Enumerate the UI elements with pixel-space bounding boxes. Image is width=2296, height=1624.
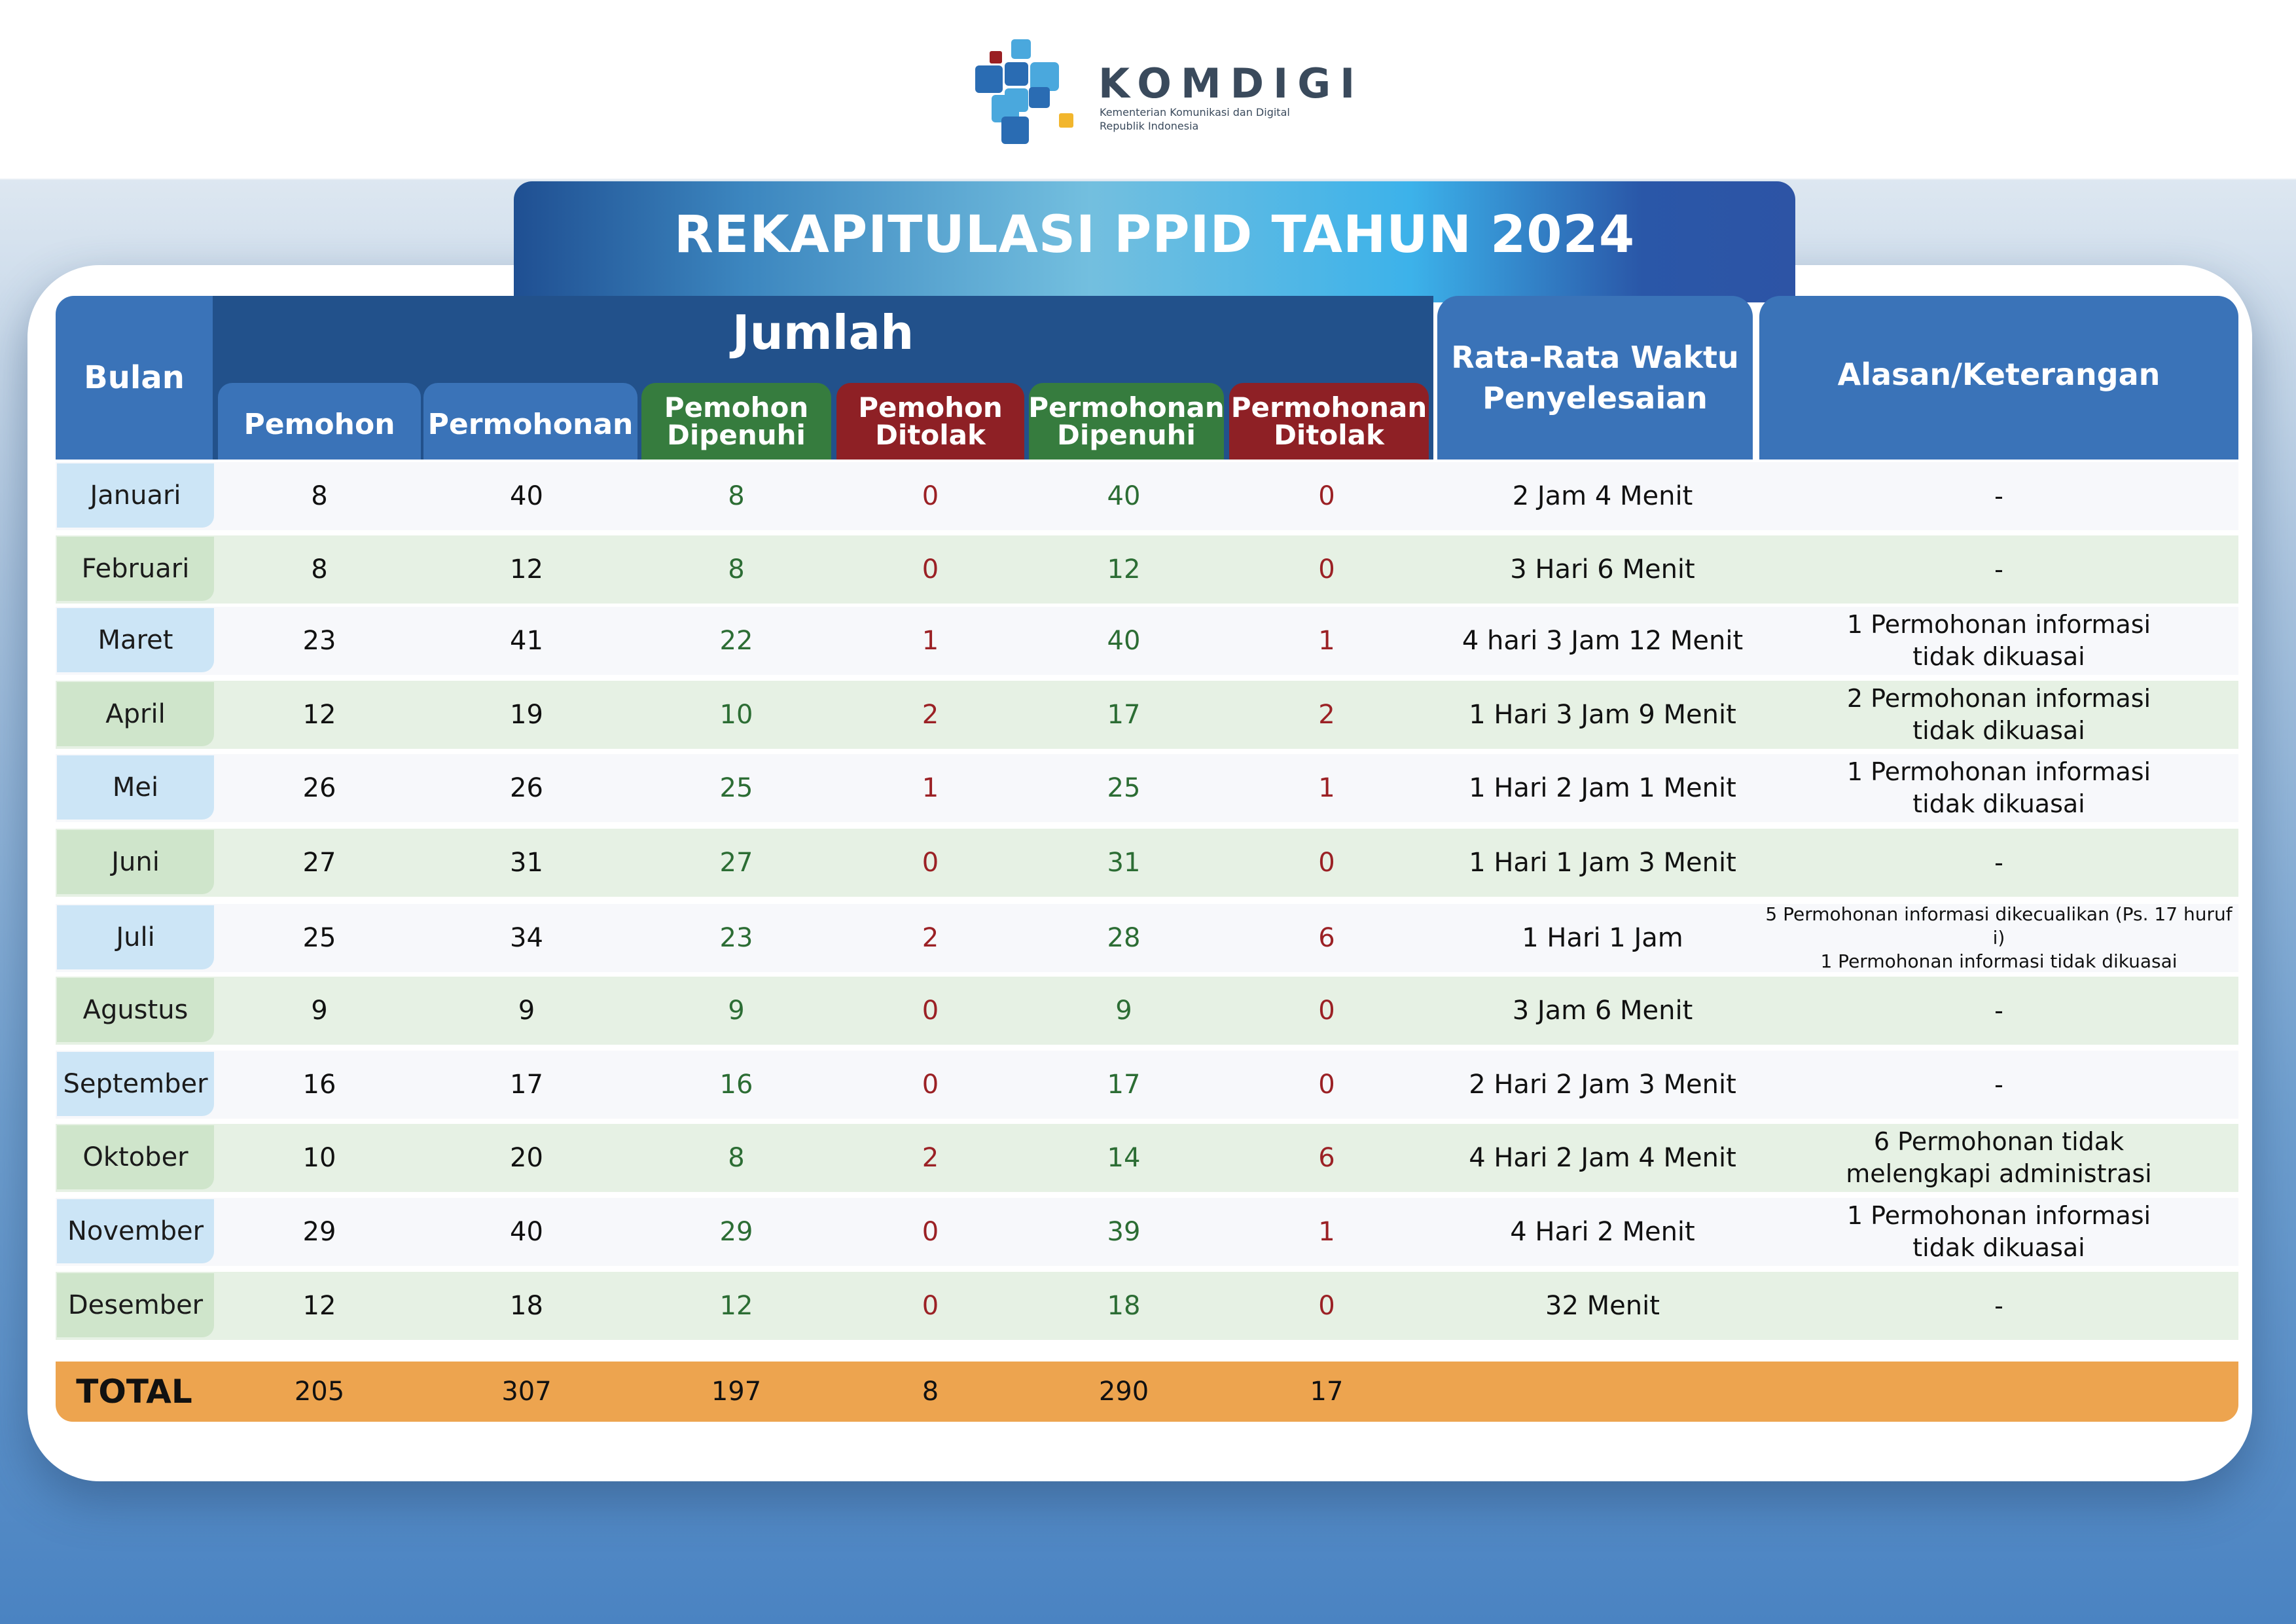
cell-permohonan: 41	[510, 626, 543, 656]
header-pemohon-ditolak	[836, 383, 1024, 460]
cell-permohonan: 19	[510, 700, 543, 730]
cell-permohonan: 26	[510, 773, 543, 803]
cell-pemohon: 12	[302, 1291, 336, 1321]
header-bulan-label: Bulan	[84, 359, 185, 396]
header-rata-rata-waktu	[1437, 296, 1753, 460]
alasan-line: -	[1994, 481, 2003, 511]
cell-permohonan: 18	[510, 1291, 543, 1321]
month-cell: Juni	[57, 830, 214, 894]
header-permohonan	[423, 383, 637, 460]
cell-pemohon: 25	[302, 923, 336, 953]
header-pemohon	[218, 383, 421, 460]
cell-permohonan-ditolak: 2	[1318, 700, 1335, 730]
month-cell: Mei	[57, 755, 214, 820]
cell-pemohon: 27	[302, 848, 336, 878]
cell-permohonan-dipenuhi: 14	[1107, 1143, 1141, 1173]
cell-pemohon-dipenuhi: 8	[728, 554, 745, 585]
header-permohonan-ditolak-line: Ditolak	[1274, 418, 1384, 451]
cell-permohonan: 40	[510, 1217, 543, 1247]
header-alasan-label: Alasan/Keterangan	[1837, 357, 2161, 392]
header-rata-rata-line: Rata-Rata Waktu	[1451, 340, 1739, 375]
total-pemohon-ditolak: 8	[922, 1377, 939, 1407]
cell-permohonan-ditolak: 0	[1318, 1291, 1335, 1321]
cell-permohonan-dipenuhi: 9	[1115, 996, 1132, 1026]
cell-pemohon-dipenuhi: 8	[728, 481, 745, 511]
alasan-line: 6 Permohonan tidak	[1873, 1127, 2125, 1156]
title-banner	[514, 181, 1795, 302]
alasan-line: 1 Permohonan informasi	[1846, 757, 2151, 786]
header-pemohon-ditolak-line: Ditolak	[875, 418, 986, 451]
cell-pemohon-ditolak: 0	[922, 1070, 939, 1100]
cell-waktu: 32 Menit	[1545, 1291, 1660, 1321]
cell-permohonan-dipenuhi: 31	[1107, 848, 1141, 878]
header-permohonan-ditolak	[1229, 383, 1429, 460]
cell-alasan	[1759, 535, 2238, 604]
cell-permohonan-ditolak: 1	[1318, 1217, 1335, 1247]
cell-pemohon: 8	[311, 481, 328, 511]
cell-waktu: 4 Hari 2 Menit	[1510, 1217, 1695, 1247]
header-pemohon-ditolak-line: Pemohon	[858, 391, 1003, 424]
cell-permohonan: 17	[510, 1070, 543, 1100]
month-cell: Oktober	[57, 1125, 214, 1189]
cell-permohonan: 9	[518, 996, 535, 1026]
header-permohonan-ditolak-line: Permohonan	[1230, 391, 1427, 424]
cell-permohonan: 12	[510, 554, 543, 585]
cell-pemohon-ditolak: 0	[922, 1291, 939, 1321]
header-pemohon-dipenuhi-line: Pemohon	[664, 391, 809, 424]
cell-pemohon: 29	[302, 1217, 336, 1247]
cell-permohonan-ditolak: 6	[1318, 923, 1335, 953]
cell-pemohon-dipenuhi: 25	[719, 773, 753, 803]
alasan-line: -	[1994, 996, 2003, 1025]
cell-pemohon: 12	[302, 700, 336, 730]
alasan-line: 5 Permohonan informasi dikecualikan (Ps. 17 huruf i)	[1765, 903, 2233, 948]
cell-pemohon-dipenuhi: 9	[728, 996, 745, 1026]
logo-mark-icon	[975, 36, 1093, 151]
month-cell: Juli	[57, 905, 214, 969]
cell-permohonan-dipenuhi: 40	[1107, 626, 1141, 656]
header-rata-rata-line: Penyelesaian	[1482, 380, 1708, 416]
total-permohonan: 307	[501, 1377, 552, 1407]
header-alasan	[1759, 296, 2238, 460]
cell-permohonan-ditolak: 1	[1318, 626, 1335, 656]
month-cell: September	[57, 1052, 214, 1116]
cell-waktu: 2 Hari 2 Jam 3 Menit	[1469, 1070, 1736, 1100]
month-cell: Maret	[57, 608, 214, 672]
header-permohonan-label: Permohonan	[427, 408, 634, 441]
alasan-line: -	[1994, 848, 2003, 877]
cell-waktu: 3 Jam 6 Menit	[1512, 996, 1693, 1026]
cell-alasan	[1759, 462, 2238, 530]
total-pemohon: 205	[294, 1377, 345, 1407]
month-cell: Agustus	[57, 978, 214, 1042]
cell-alasan	[1759, 977, 2238, 1045]
cell-permohonan-dipenuhi: 39	[1107, 1217, 1141, 1247]
month-cell: November	[57, 1199, 214, 1263]
cell-pemohon-dipenuhi: 22	[719, 626, 753, 656]
alasan-line: 1 Permohonan informasi	[1846, 1201, 2151, 1230]
cell-pemohon: 8	[311, 554, 328, 585]
cell-pemohon-ditolak: 2	[922, 700, 939, 730]
alasan-line: tidak dikuasai	[1912, 789, 2085, 818]
cell-waktu: 1 Hari 1 Jam 3 Menit	[1469, 848, 1736, 878]
alasan-line: -	[1994, 554, 2003, 584]
cell-pemohon-dipenuhi: 16	[719, 1070, 753, 1100]
cell-permohonan-ditolak: 0	[1318, 554, 1335, 585]
cell-permohonan-dipenuhi: 40	[1107, 481, 1141, 511]
header-permohonan-dipenuhi-line: Dipenuhi	[1057, 418, 1196, 451]
cell-pemohon: 23	[302, 626, 336, 656]
cell-pemohon-ditolak: 0	[922, 996, 939, 1026]
cell-pemohon-ditolak: 2	[922, 923, 939, 953]
month-cell: Desember	[57, 1273, 214, 1337]
cell-pemohon-dipenuhi: 8	[728, 1143, 745, 1173]
cell-permohonan: 31	[510, 848, 543, 878]
header-permohonan-dipenuhi-line: Permohonan	[1028, 391, 1225, 424]
cell-waktu: 1 Hari 1 Jam	[1522, 923, 1683, 953]
alasan-line: 2 Permohonan informasi	[1846, 684, 2151, 713]
cell-permohonan-ditolak: 0	[1318, 1070, 1335, 1100]
cell-alasan	[1759, 1124, 2238, 1192]
cell-permohonan-ditolak: 0	[1318, 848, 1335, 878]
alasan-line: 1 Permohonan informasi tidak dikuasai	[1820, 950, 2178, 972]
month-cell: April	[57, 682, 214, 746]
cell-pemohon: 16	[302, 1070, 336, 1100]
cell-waktu: 3 Hari 6 Menit	[1510, 554, 1695, 585]
header-pemohon-dipenuhi	[641, 383, 831, 460]
cell-alasan	[1759, 607, 2238, 675]
logo-subtitle	[1100, 105, 1290, 133]
cell-alasan	[1759, 904, 2238, 972]
total-permohonan-dipenuhi: 290	[1098, 1377, 1149, 1407]
header-permohonan-dipenuhi	[1029, 383, 1224, 460]
cell-pemohon-dipenuhi: 27	[719, 848, 753, 878]
cell-waktu: 1 Hari 2 Jam 1 Menit	[1469, 773, 1736, 803]
header-pemohon-dipenuhi-line: Dipenuhi	[667, 418, 806, 451]
total-permohonan-ditolak: 17	[1310, 1377, 1344, 1407]
cell-alasan	[1759, 1198, 2238, 1266]
logo-subtitle-line: Kementerian Komunikasi dan Digital	[1100, 106, 1290, 118]
alasan-line: 1 Permohonan informasi	[1846, 610, 2151, 639]
cell-pemohon-dipenuhi: 10	[719, 700, 753, 730]
cell-alasan	[1759, 681, 2238, 749]
cell-permohonan-dipenuhi: 18	[1107, 1291, 1141, 1321]
cell-permohonan-dipenuhi: 17	[1107, 700, 1141, 730]
alasan-line: -	[1994, 1291, 2003, 1320]
cell-pemohon-ditolak: 0	[922, 1217, 939, 1247]
cell-pemohon-ditolak: 1	[922, 773, 939, 803]
alasan-line: melengkapi administrasi	[1846, 1159, 2152, 1188]
cell-permohonan-ditolak: 0	[1318, 996, 1335, 1026]
cell-pemohon: 10	[302, 1143, 336, 1173]
cell-pemohon-dipenuhi: 29	[719, 1217, 753, 1247]
month-cell: Februari	[57, 537, 214, 601]
header-pemohon-label: Pemohon	[243, 408, 395, 441]
cell-pemohon-ditolak: 0	[922, 481, 939, 511]
cell-pemohon-ditolak: 2	[922, 1143, 939, 1173]
month-cell: Januari	[57, 463, 214, 528]
cell-permohonan: 34	[510, 923, 543, 953]
total-pemohon-dipenuhi: 197	[711, 1377, 762, 1407]
cell-pemohon: 26	[302, 773, 336, 803]
cell-pemohon-dipenuhi: 23	[719, 923, 753, 953]
logo-subtitle-line: Republik Indonesia	[1100, 120, 1199, 132]
cell-permohonan-dipenuhi: 28	[1107, 923, 1141, 953]
cell-alasan	[1759, 1051, 2238, 1119]
cell-pemohon-ditolak: 0	[922, 554, 939, 585]
total-label: TOTAL	[76, 1373, 192, 1411]
cell-pemohon: 9	[311, 996, 328, 1026]
cell-alasan	[1759, 1272, 2238, 1340]
header-bulan	[56, 296, 213, 460]
cell-permohonan-ditolak: 1	[1318, 773, 1335, 803]
alasan-line: -	[1994, 1070, 2003, 1099]
cell-alasan	[1759, 829, 2238, 897]
header-jumlah-label: Jumlah	[732, 305, 914, 360]
cell-permohonan: 20	[510, 1143, 543, 1173]
cell-permohonan-dipenuhi: 25	[1107, 773, 1141, 803]
cell-waktu: 4 Hari 2 Jam 4 Menit	[1469, 1143, 1736, 1173]
cell-permohonan-ditolak: 6	[1318, 1143, 1335, 1173]
cell-permohonan: 40	[510, 481, 543, 511]
cell-permohonan-dipenuhi: 17	[1107, 1070, 1141, 1100]
alasan-line: tidak dikuasai	[1912, 1233, 2085, 1262]
alasan-line: tidak dikuasai	[1912, 642, 2085, 671]
cell-waktu: 4 hari 3 Jam 12 Menit	[1462, 626, 1744, 656]
cell-alasan	[1759, 754, 2238, 822]
komdigi-logo	[975, 36, 1365, 151]
cell-waktu: 1 Hari 3 Jam 9 Menit	[1469, 700, 1736, 730]
logo-wordmark: KOMDIGI	[1098, 60, 1365, 107]
cell-pemohon-ditolak: 0	[922, 848, 939, 878]
alasan-line: tidak dikuasai	[1912, 716, 2085, 745]
page-title: REKAPITULASI PPID TAHUN 2024	[673, 206, 1636, 264]
cell-waktu: 2 Jam 4 Menit	[1512, 481, 1693, 511]
cell-pemohon-dipenuhi: 12	[719, 1291, 753, 1321]
cell-permohonan-dipenuhi: 12	[1107, 554, 1141, 585]
cell-pemohon-ditolak: 1	[922, 626, 939, 656]
cell-permohonan-ditolak: 0	[1318, 481, 1335, 511]
